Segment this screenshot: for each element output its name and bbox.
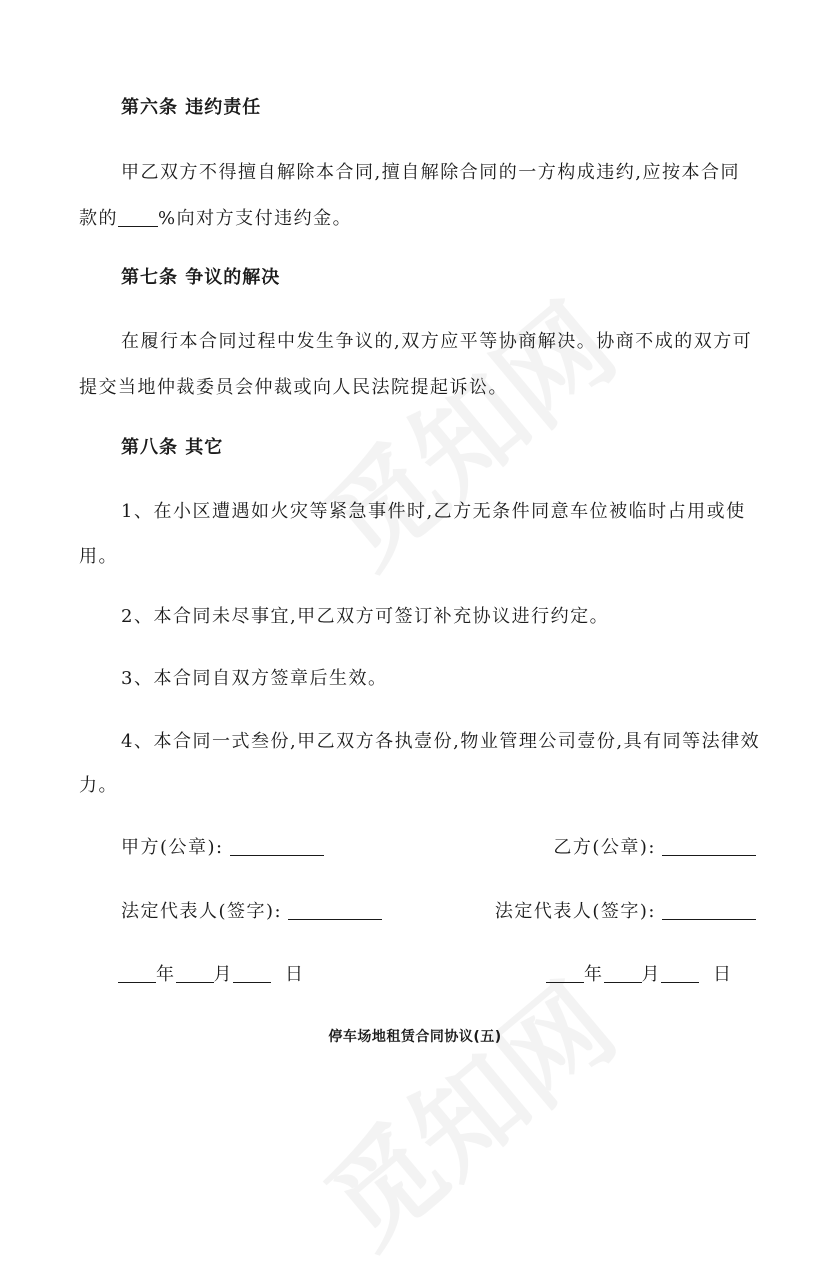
month-label: 月 xyxy=(213,964,233,985)
article8-heading: 第八条 其它 xyxy=(121,437,224,458)
month-label: 月 xyxy=(641,964,661,985)
year-blank xyxy=(546,964,584,983)
watermark xyxy=(288,262,642,595)
rep-a-label: 法定代表人(签字): xyxy=(121,901,283,922)
day-label: 日 xyxy=(713,964,733,985)
article8-item3: 3、本合同自双方签章后生效。 xyxy=(121,668,388,689)
party-a-representative xyxy=(121,900,382,924)
article8-item4-line1: 4、本合同一式叁份,甲乙双方各执壹份,物业管理公司壹份,具有同等法律效 xyxy=(121,731,761,752)
party-a-seal xyxy=(121,836,324,860)
rep-b-label: 法定代表人(签字): xyxy=(494,901,656,922)
party-b-blank xyxy=(662,837,756,856)
year-label: 年 xyxy=(156,964,176,985)
text-fragment: %向对方支付违约金。 xyxy=(158,208,353,229)
article8-item2: 2、本合同未尽事宜,甲乙双方可签订补充协议进行约定。 xyxy=(121,606,610,627)
article6-paragraph-line2 xyxy=(79,207,352,231)
article8-item1-line2: 用。 xyxy=(79,546,118,567)
article7-paragraph-line1: 在履行本合同过程中发生争议的,双方应平等协商解决。协商不成的双方可 xyxy=(121,331,753,352)
article7-paragraph-line2: 提交当地仲裁委员会仲裁或向人民法院提起诉讼。 xyxy=(79,377,508,398)
next-contract-title: 停车场地租赁合同协议(五) xyxy=(328,1029,502,1045)
party-a-date xyxy=(118,963,305,987)
article7-heading: 第七条 争议的解决 xyxy=(121,267,281,288)
rep-b-blank xyxy=(662,901,756,920)
month-blank xyxy=(176,964,214,983)
blank-percentage xyxy=(118,208,158,227)
party-b-date xyxy=(546,963,733,987)
year-label: 年 xyxy=(584,964,604,985)
day-blank xyxy=(661,964,699,983)
party-b-representative xyxy=(495,900,756,924)
party-a-label: 甲方(公章): xyxy=(121,837,224,858)
day-label: 日 xyxy=(285,964,305,985)
article8-item4-line2: 力。 xyxy=(79,775,118,796)
month-blank xyxy=(604,964,642,983)
year-blank xyxy=(118,964,156,983)
party-b-seal xyxy=(553,836,756,860)
party-b-label: 乙方(公章): xyxy=(553,837,656,858)
article8-item1-line1: 1、在小区遭遇如火灾等紧急事件时,乙方无条件同意车位被临时占用或使 xyxy=(121,501,746,522)
watermark xyxy=(288,942,642,1275)
rep-a-blank xyxy=(288,901,382,920)
day-blank xyxy=(233,964,271,983)
party-a-blank xyxy=(230,837,324,856)
article6-paragraph-line1: 甲乙双方不得擅自解除本合同,擅自解除合同的一方构成违约,应按本合同 xyxy=(121,162,740,183)
article6-heading: 第六条 违约责任 xyxy=(121,97,262,118)
text-fragment: 款的 xyxy=(79,208,118,229)
